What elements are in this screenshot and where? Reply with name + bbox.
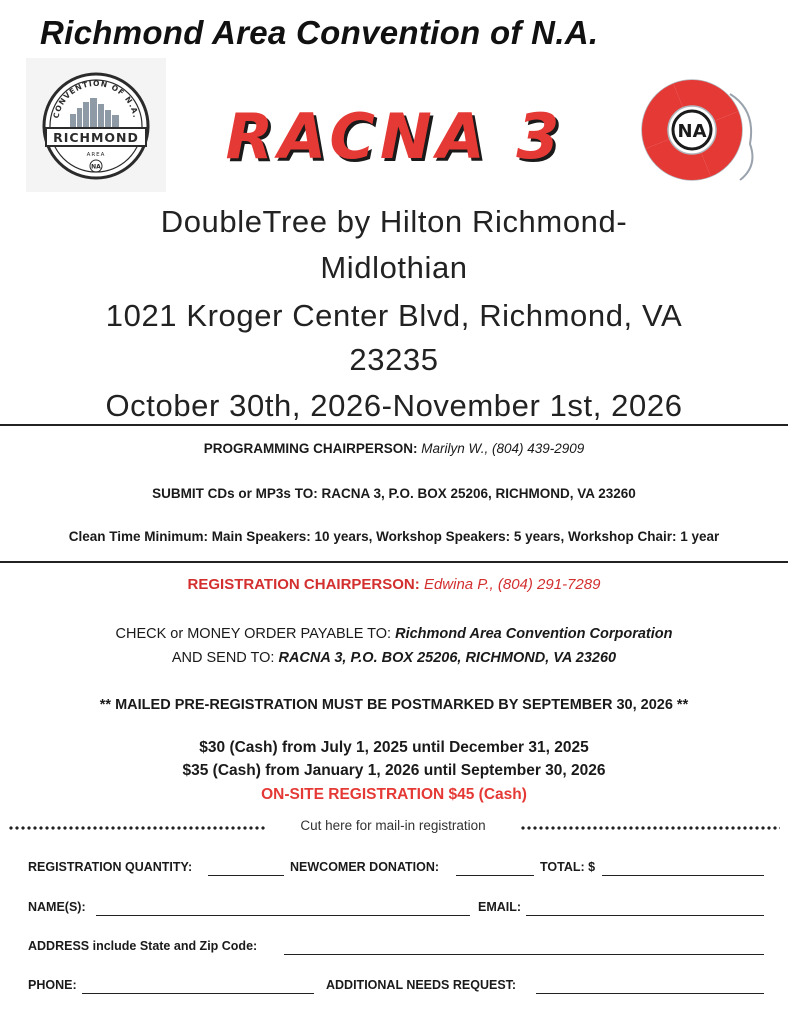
richmond-logo-graphic: [26, 58, 166, 192]
divider: [0, 424, 788, 426]
venue-line-2: Midlothian: [320, 250, 468, 285]
form-row-name: [28, 900, 768, 920]
venue-line-1: DoubleTree by Hilton Richmond-: [160, 204, 628, 239]
send-address: RACNA 3, P.O. BOX 25206, RICHMOND, VA 23260: [278, 650, 617, 666]
cut-line: [8, 818, 780, 838]
dotted-line: [8, 826, 266, 830]
cut-label: Cut here for mail-in registration: [300, 818, 486, 833]
divider: [0, 561, 788, 563]
quantity-field[interactable]: [208, 875, 284, 876]
total-field[interactable]: [602, 875, 764, 876]
send-to: [0, 650, 788, 666]
payable-name: Richmond Area Convention Corporation: [395, 626, 673, 642]
logo-emblem-text: NA: [91, 163, 101, 171]
venue-address: 1021 Kroger Center Blvd, Richmond, VA: [105, 298, 683, 333]
address-field[interactable]: [284, 954, 764, 955]
newcomer-label: NEWCOMER DONATION:: [290, 860, 440, 874]
address-label: ADDRESS include State and Zip Code:: [28, 939, 258, 953]
needs-field[interactable]: [536, 993, 764, 994]
names-field[interactable]: [96, 915, 470, 916]
registration-label: REGISTRATION CHAIRPERSON:: [187, 576, 420, 593]
names-label: NAME(S):: [28, 900, 86, 914]
programming-contact: Marilyn W., (804) 439-2909: [421, 441, 585, 456]
submit-recordings: SUBMIT CDs or MP3s TO: RACNA 3, P.O. BOX 25206, RICHMOND, VA 23260: [152, 486, 636, 501]
logo-banner-text: RICHMOND: [53, 130, 139, 145]
logo-top-text: CONVENTION OF N.A.: [51, 78, 141, 120]
email-label: EMAIL:: [478, 900, 522, 914]
richmond-area-logo: [26, 58, 166, 192]
email-field[interactable]: [526, 915, 764, 916]
life-ring-icon: [630, 70, 760, 192]
postmark-deadline: ** MAILED PRE-REGISTRATION MUST BE POSTMARKED BY SEPTEMBER 30, 2026 **: [99, 697, 689, 713]
payable-prefix: CHECK or MONEY ORDER PAYABLE TO:: [115, 626, 392, 642]
org-title: Richmond Area Convention of N.A.: [40, 14, 599, 51]
form-row-address: [28, 939, 768, 959]
programming-chairperson: [0, 441, 788, 456]
newcomer-field[interactable]: [456, 875, 534, 876]
event-dates: October 30th, 2026-November 1st, 2026: [105, 388, 683, 423]
phone-field[interactable]: [82, 993, 314, 994]
price-onsite: ON-SITE REGISTRATION $45 (Cash): [261, 786, 527, 803]
price-late: $35 (Cash) from January 1, 2026 until September 30, 2026: [182, 762, 606, 779]
needs-label: ADDITIONAL NEEDS REQUEST:: [326, 978, 517, 992]
send-prefix: AND SEND TO:: [171, 650, 275, 666]
total-label: TOTAL: $: [540, 860, 596, 874]
registration-contact: Edwina P., (804) 291-7289: [423, 576, 601, 593]
event-title: RACNA 3: [225, 100, 565, 173]
form-row-quantity: [28, 860, 768, 880]
phone-label: PHONE:: [28, 978, 77, 992]
clean-time-minimum: Clean Time Minimum: Main Speakers: 10 years, Workshop Speakers: 5 years, Workshop Chair: 1 year: [68, 529, 720, 544]
payable-to: [0, 626, 788, 642]
dotted-line: [520, 826, 780, 830]
programming-label: PROGRAMMING CHAIRPERSON:: [203, 441, 418, 456]
registration-chairperson: [0, 576, 788, 593]
venue-zip: 23235: [349, 342, 439, 377]
price-early: $30 (Cash) from July 1, 2025 until December 31, 2025: [199, 739, 589, 756]
quantity-label: REGISTRATION QUANTITY:: [28, 860, 193, 874]
na-emblem-text: NA: [677, 121, 707, 142]
form-row-phone: [28, 978, 768, 998]
na-life-ring-logo: [630, 70, 760, 192]
logo-bottom-text: AREA: [86, 152, 106, 158]
